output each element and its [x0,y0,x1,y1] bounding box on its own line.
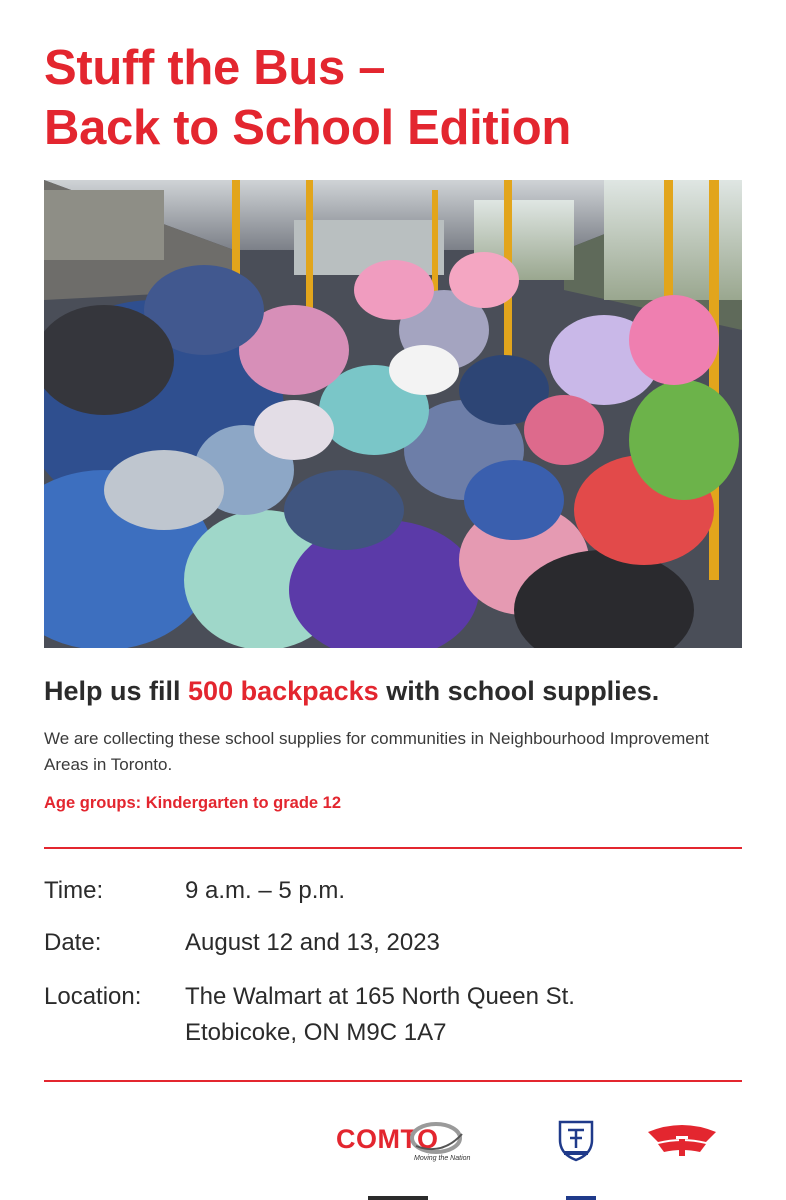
location-line-2: Etobicoke, ON M9C 1A7 [185,1019,447,1046]
date-label: Date: [44,929,102,956]
headline-before: Help us fill [44,676,189,706]
headline-highlight: 500 backpacks [188,676,379,706]
bottom-partial-logos [0,1196,786,1200]
sponsor-logos [0,1100,786,1200]
comto-wordmark: COMTO [336,1124,439,1154]
divider-bottom [44,1080,742,1082]
backpacks-on-bus-photo [44,180,742,648]
time-value: 9 a.m. – 5 p.m. [185,877,346,904]
date-value: August 12 and 13, 2023 [185,929,440,956]
comto-swoosh-icon [402,1120,464,1156]
description: We are collecting these school supplies for communities in Neighbourhood Improvement Areas in Toronto. [44,729,709,774]
location-label: Location: [44,983,142,1010]
ttc-logo-icon [646,1122,718,1158]
comto-tagline: Moving the Nation [414,1155,471,1162]
headline-after: with school supplies. [378,676,660,706]
location-line-1: The Walmart at 165 North Queen St. [185,983,575,1010]
tdsb-crest-icon [556,1118,596,1162]
headline [44,676,659,707]
divider-top [44,847,742,849]
time-label: Time: [44,877,104,904]
title-line-2: Back to School Edition [44,101,571,155]
age-groups: Age groups: Kindergarten to grade 12 [44,794,342,812]
title-line-1: Stuff the Bus – [44,41,386,95]
poster-title [44,38,571,158]
